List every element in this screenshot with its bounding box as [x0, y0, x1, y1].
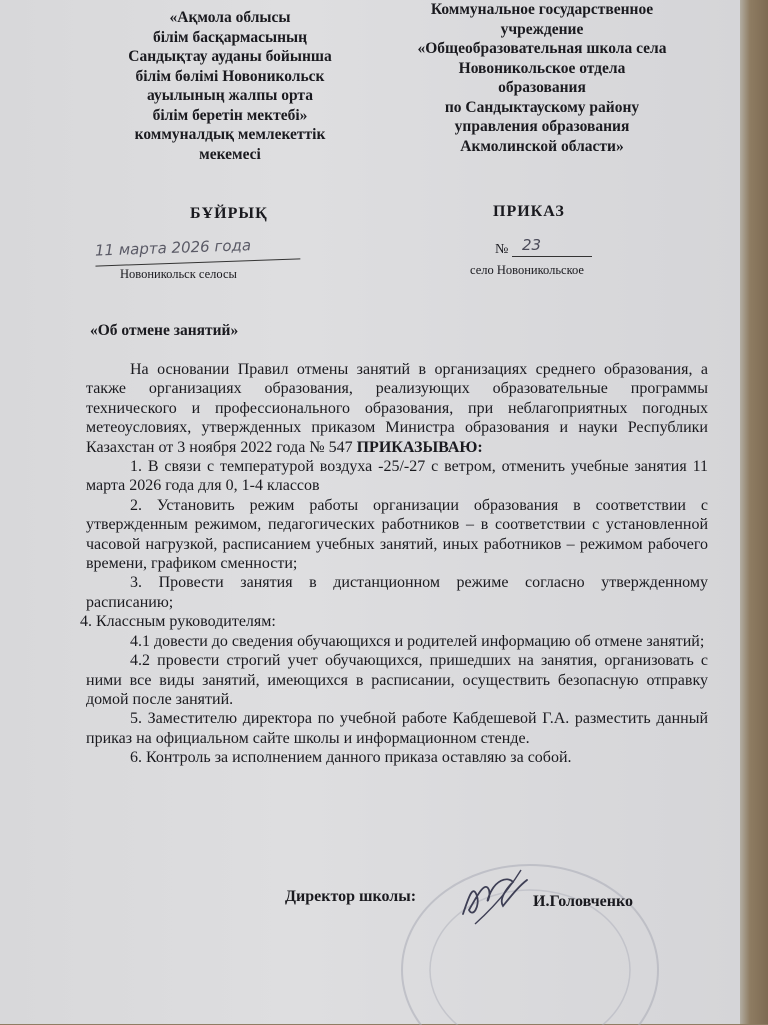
handwritten-order-number: 23 [512, 236, 592, 257]
signatory-role: Директор школы: [285, 888, 417, 905]
handwritten-date: 11 марта 2026 года [95, 234, 301, 266]
signatory-name: И.Головченко [533, 893, 633, 910]
header-left-line: білім бөлімі Новоникольск [135, 67, 325, 85]
header-right-line: Коммунальное государственное [430, 1, 654, 18]
order-item-5: 5. Заместителю директора по учебной работе Кабдешевой Г.А. разместить данный приказ на официальном сайте школы и информационном стенде. [86, 710, 708, 747]
order-item-6: 6. Контроль за исполнением данного приказа оставляю за собой. [130, 749, 572, 767]
header-right-line: управления образования [454, 118, 630, 135]
order-item-3: 3. Провести занятия в дистанционном режиме согласно утвержденному расписанию; [86, 574, 708, 611]
header-russian [382, 0, 702, 156]
header-right-line: «Общеобразовательная школа села [417, 40, 667, 57]
header-left-line: Сандықтау ауданы бойынша [128, 48, 332, 65]
title-kazakh: БҰЙРЫҚ [190, 205, 268, 222]
header-left-line: ауылының жалпы орта [147, 87, 313, 104]
order-item-2: 2. Установить режим работы организации образования в соответствии с утвержденным режимом, педагогических работников – в соответствии с установленной часовой нагрузкой, расписанием учебных занятий, иных работников – режимом рабочего времени, графиком сменности; [86, 496, 708, 573]
header-kazakh [95, 8, 365, 164]
header-left-line: білім басқармасының [152, 28, 308, 46]
order-subject: «Об отмене занятий» [90, 322, 239, 339]
header-right-line: по Сандыктаускому району [444, 98, 640, 116]
order-item-4-1: 4.1 довести до сведения обучающихся и родителей информацию об отмене занятий; [130, 632, 705, 650]
header-right-line: Новоникольское отдела [458, 59, 626, 77]
header-right-line: Акмолинской области» [460, 137, 624, 155]
order-number-label: № [495, 242, 509, 257]
header-left-line: «Ақмола облысы [169, 9, 291, 26]
header-right-line: образования [498, 79, 586, 96]
place-russian: село Новоникольское [470, 263, 584, 277]
order-item-1: 1. В связи с температурой воздуха -25/-27 с ветром, отменить учебные занятия 11 марта 2026 года для 0, 1-4 классов [86, 458, 708, 495]
handwritten-signature [455, 866, 535, 926]
header-left-line: мекемесі [199, 145, 261, 163]
order-body [80, 360, 708, 768]
header-left-line: коммуналдық мемлекеттік [134, 126, 326, 143]
order-item-4-2: 4.2 провести строгий учет обучающихся, пришедших на занятия, организовать с ними все виды занятий, имеющихся в расписании, осуществить безопасную отправку домой после занятий. [86, 652, 708, 708]
order-item-4: 4. Классным руководителям: [80, 613, 276, 631]
header-right-line: учреждение [500, 20, 584, 38]
order-word: ПРИКАЗЫВАЮ: [356, 438, 483, 456]
header-left-line: білім беретін мектебі» [152, 106, 308, 124]
table-background [738, 0, 768, 1024]
order-intro [86, 360, 708, 457]
title-russian: ПРИКАЗ [493, 203, 565, 220]
intro-text: На основании Правил отмены занятий в организациях среднего образования, а также организациях образования, реализующих образовательные программы технического и профессионального образования, при неблагоприятных погодных метеоусловиях, утвержденных приказом Министра образования и науки Республики Казахстан от 3 ноября 2022 года № 547 [86, 361, 708, 456]
place-kazakh: Новоникольск селосы [120, 267, 237, 281]
